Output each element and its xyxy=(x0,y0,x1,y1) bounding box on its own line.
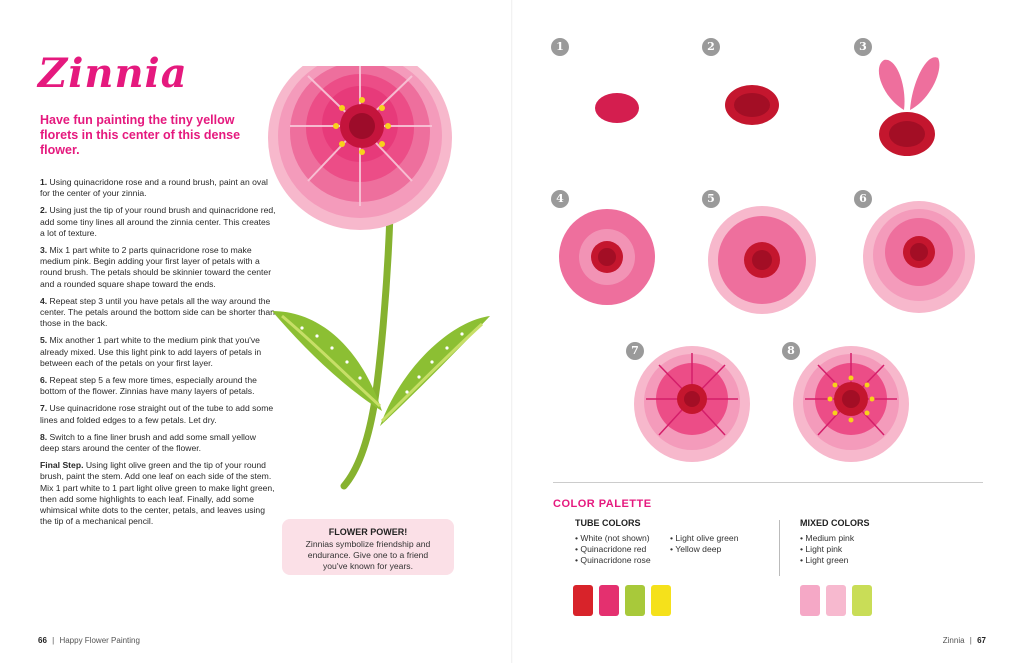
step-paragraph: 4. Repeat step 3 until you have petals all the way around the center. The petals around the bottom side can be shorter than those in the back. xyxy=(40,295,275,329)
tube-color-item: • Light olive green xyxy=(670,533,738,544)
step-paragraph: 7. Use quinacridone rose straight out of the tube to add some lines and folded edges to a few petals. Let dry. xyxy=(40,403,274,425)
step-number-badge: 1 xyxy=(551,38,569,56)
swatch-quinacridone-red xyxy=(573,585,593,616)
step-number-badge: 4 xyxy=(551,190,569,208)
swatch-yellow-deep xyxy=(651,585,671,616)
step3-first-petals-illustration xyxy=(872,52,942,162)
swatch-light-green xyxy=(852,585,872,616)
tube-color-item: • Quinacridone rose xyxy=(575,555,651,566)
book-title: Happy Flower Painting xyxy=(59,636,140,645)
step8-yellow-stars-illustration xyxy=(789,345,914,463)
step-number-badge: 6 xyxy=(854,190,872,208)
step-paragraph: Final Step. Using light olive green and the tip of your round brush, paint the stem. Add one leaf on each side of the stem. Mix 1 part white to 1 part light olive green to make light green, then add some highlights to each leaf. Finally, add some whimsical white dots to the center, petals, and leaves using the tip of a mechanical pencil. xyxy=(40,460,275,527)
callout-heading: FLOWER POWER! xyxy=(328,527,408,537)
tube-color-item: • Yellow deep xyxy=(670,544,738,555)
tube-colors-title: TUBE COLORS xyxy=(575,518,641,528)
callout-body: Zinnias symbolize friendship and endurance. Give one to a friend you've known for years. xyxy=(305,539,431,571)
step7-folded-edges-illustration xyxy=(630,345,755,463)
step2-textured-center-illustration xyxy=(722,80,782,130)
mixed-color-item: • Light pink xyxy=(800,544,854,555)
step-number-badge: 8 xyxy=(782,342,800,360)
tube-color-item: • White (not shown) xyxy=(575,533,651,544)
step-number-badge: 3 xyxy=(854,38,872,56)
mixed-colors-title: MIXED COLORS xyxy=(800,518,870,528)
step-number-badge: 7 xyxy=(626,342,644,360)
tube-colors-list-2 xyxy=(670,533,738,555)
step4-petal-ring-illustration xyxy=(550,205,665,305)
step6-layered-petals-illustration xyxy=(857,200,982,315)
page-number: 66 xyxy=(38,636,47,645)
step-number-badge: 5 xyxy=(702,190,720,208)
folio-separator: | xyxy=(52,636,55,645)
mixed-color-item: • Light green xyxy=(800,555,854,566)
step-paragraph: 8. Switch to a fine liner brush and add some small yellow deep stars around the center of the flower. xyxy=(40,431,256,454)
right-folio xyxy=(943,636,986,645)
swatch-quinacridone-rose xyxy=(599,585,619,616)
step-number-badge: 2 xyxy=(702,38,720,56)
tube-colors-list-1 xyxy=(575,533,651,566)
swatch-medium-pink xyxy=(800,585,820,616)
tube-color-item: • Quinacridone red xyxy=(575,544,651,555)
zinnia-painting xyxy=(262,66,502,496)
flower-power-callout xyxy=(282,519,454,575)
page-title: Zinnia xyxy=(38,50,188,97)
chapter-title: Zinnia xyxy=(942,636,965,645)
palette-column-divider xyxy=(779,520,780,576)
folio-separator: | xyxy=(969,636,972,645)
step1-oval-illustration xyxy=(592,88,642,128)
left-folio xyxy=(38,636,140,645)
page-number: 67 xyxy=(977,636,986,645)
page-subtitle: Have fun painting the tiny yellow florets in this center of this dense flower. xyxy=(40,113,241,157)
mixed-colors-list xyxy=(800,533,854,566)
instruction-steps xyxy=(40,177,276,533)
step-paragraph: 1. Using quinacridone rose and a round brush, paint an oval for the center of your zinnia. xyxy=(40,177,268,199)
swatch-light-pink xyxy=(826,585,846,616)
mixed-color-item: • Medium pink xyxy=(800,533,854,544)
palette-title: COLOR PALETTE xyxy=(553,498,652,510)
step-paragraph: 2. Using just the tip of your round brush and quinacridone red, add some tiny lines all around the zinnia center. This creates a lot of texture. xyxy=(40,205,276,238)
step-paragraph: 5. Mix another 1 part white to the medium pink that you've already mixed. Use this light pink to add layers of petals in between each of the petals on your first layer. xyxy=(40,335,262,368)
step-paragraph: 6. Repeat step 5 a few more times, especially around the bottom of the flower. Zinnias have many layers of petals. xyxy=(40,375,257,397)
step-paragraph: 3. Mix 1 part white to 2 parts quinacridone rose to make medium pink. Begin adding your first layer of petals with a round brush. The petals should be skinnier toward the center and a rounded square shape toward the ends. xyxy=(40,245,272,289)
palette-divider-line xyxy=(553,482,983,483)
step5-light-petals-illustration xyxy=(700,205,825,315)
swatch-light-olive-green xyxy=(625,585,645,616)
